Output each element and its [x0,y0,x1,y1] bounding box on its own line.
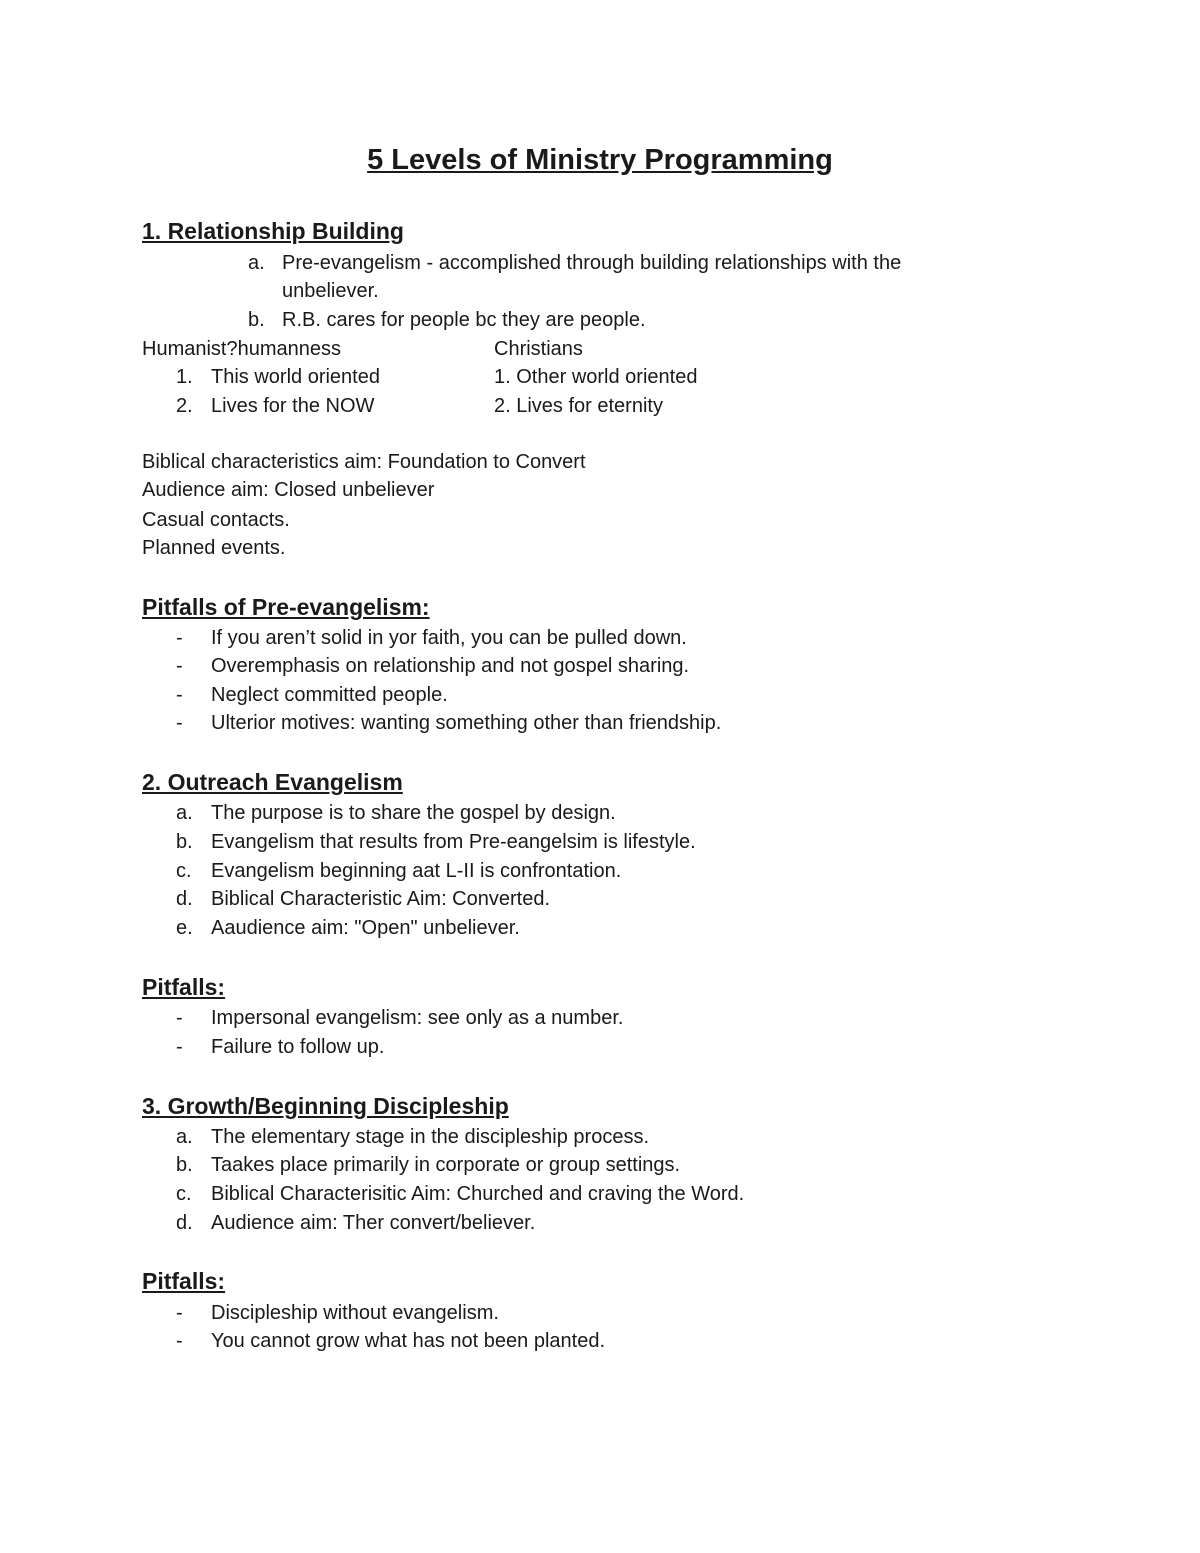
note-line: Casual contacts. [142,509,290,531]
dash-marker: - [176,684,183,706]
note-line: Audience aim: Closed unbeliever [142,479,435,501]
list-item: 1. Other world oriented [494,366,698,388]
list-marker: 2. [176,395,193,417]
page-title: 5 Levels of Ministry Programming [367,144,833,176]
list-item: If you aren’t solid in yor faith, you can be pulled down. [211,627,687,649]
list-item: Audience aim: Ther convert/believer. [211,1212,536,1234]
list-marker: a. [176,802,193,824]
list-item: Biblical Characteristic Aim: Converted. [211,888,551,910]
section-heading-relationship-building: 1. Relationship Building [142,218,404,244]
dash-marker: - [176,1036,183,1058]
list-marker: c. [176,860,192,882]
list-item-continuation: unbeliever. [282,280,379,302]
dash-marker: - [176,655,183,677]
list-item: Ulterior motives: wanting something other than friendship. [211,712,722,734]
section-heading-growth-discipleship: 3. Growth/Beginning Discipleship [142,1093,509,1119]
list-item: 2. Lives for eternity [494,395,663,417]
list-item: Aaudience aim: "Open" unbeliever. [211,917,520,939]
list-marker: b. [248,309,265,331]
list-marker: d. [176,1212,193,1234]
dash-marker: - [176,1330,183,1352]
list-item: The purpose is to share the gospel by design. [211,802,616,824]
list-item: Evangelism beginning aat L-II is confrontation. [211,860,622,882]
list-marker: c. [176,1183,192,1205]
section-heading-outreach-evangelism: 2. Outreach Evangelism [142,769,403,795]
list-marker: a. [248,252,265,274]
pitfalls-heading: Pitfalls of Pre-evangelism: [142,594,430,620]
list-marker: 1. [176,366,193,388]
list-marker: e. [176,917,193,939]
list-item: Neglect committed people. [211,684,448,706]
list-marker: d. [176,888,193,910]
dash-marker: - [176,1007,183,1029]
list-item: Evangelism that results from Pre-eangelsim is lifestyle. [211,831,696,853]
list-item: Biblical Characterisitic Aim: Churched and craving the Word. [211,1183,745,1205]
compare-left-heading: Humanist?humanness [142,338,341,360]
list-marker: b. [176,831,193,853]
list-item: Impersonal evangelism: see only as a number. [211,1007,624,1029]
dash-marker: - [176,1302,183,1324]
note-line: Biblical characteristics aim: Foundation to Convert [142,451,586,473]
dash-marker: - [176,712,183,734]
pitfalls-heading: Pitfalls: [142,974,226,1000]
list-marker: a. [176,1126,193,1148]
dash-marker: - [176,627,183,649]
list-item: Lives for the NOW [211,395,375,417]
pitfalls-heading: Pitfalls: [142,1268,226,1294]
list-item: Taakes place primarily in corporate or group settings. [211,1154,681,1176]
list-item: R.B. cares for people bc they are people. [282,309,646,331]
note-line: Planned events. [142,537,286,559]
list-item: Overemphasis on relationship and not gospel sharing. [211,655,690,677]
list-item: Discipleship without evangelism. [211,1302,499,1324]
list-item: Pre-evangelism - accomplished through building relationships with the [282,252,902,274]
list-marker: b. [176,1154,193,1176]
list-item: Failure to follow up. [211,1036,385,1058]
compare-right-heading: Christians [494,338,583,360]
list-item: This world oriented [211,366,380,388]
list-item: You cannot grow what has not been planted. [211,1330,606,1352]
list-item: The elementary stage in the discipleship process. [211,1126,650,1148]
